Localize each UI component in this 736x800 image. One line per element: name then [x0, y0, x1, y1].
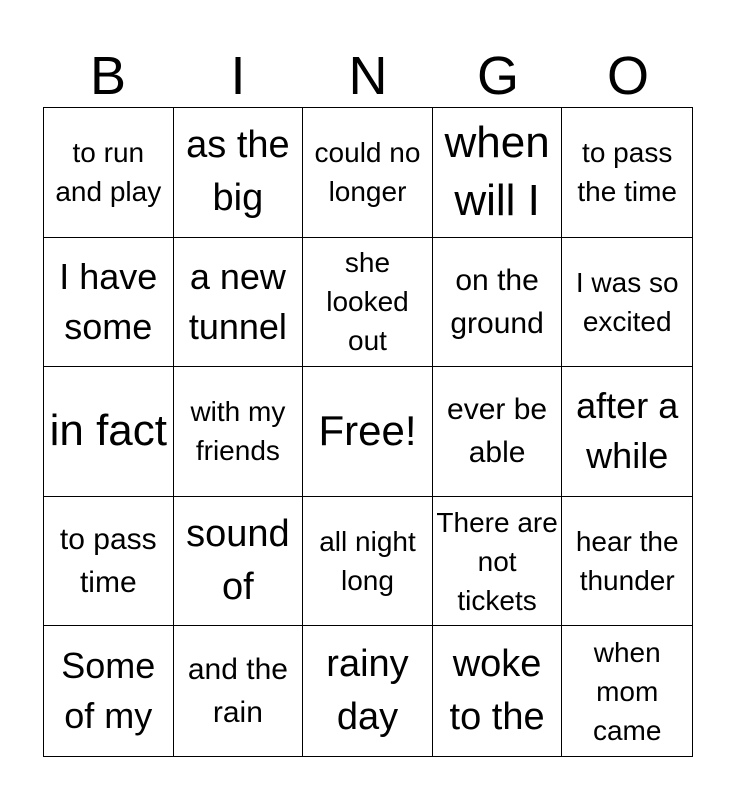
bingo-cell[interactable]: There are not tickets — [433, 497, 563, 627]
bingo-board — [43, 107, 693, 757]
bingo-cell[interactable]: when will I — [433, 108, 563, 238]
bingo-cell[interactable]: to pass time — [44, 497, 174, 627]
header-letter-n: N — [348, 46, 388, 106]
bingo-cell[interactable]: on the ground — [433, 238, 563, 368]
bingo-cell[interactable]: sound of — [174, 497, 304, 627]
bingo-cell[interactable]: I have some — [44, 238, 174, 368]
bingo-cell[interactable]: she looked out — [303, 238, 433, 368]
bingo-cell[interactable]: when mom came — [592, 636, 662, 746]
bingo-cell[interactable]: with my friends — [174, 367, 304, 497]
bingo-cell[interactable]: to pass the time — [562, 108, 692, 238]
bingo-cell[interactable]: and the rain — [174, 626, 304, 756]
header-letter-b: B — [89, 46, 127, 106]
bingo-cell[interactable]: a new tunnel — [174, 238, 304, 368]
header-letter-g: G — [476, 46, 519, 106]
bingo-cell[interactable]: ever be able — [433, 367, 563, 497]
header-letter-o: O — [606, 46, 649, 106]
bingo-cell[interactable]: woke to the — [433, 626, 563, 756]
bingo-cell[interactable]: could no longer — [303, 108, 433, 238]
bingo-cell[interactable]: Some of my — [44, 626, 174, 756]
bingo-header — [43, 46, 693, 106]
bingo-cell[interactable]: after a while — [562, 367, 692, 497]
bingo-cell[interactable]: hear the thunder — [562, 497, 692, 627]
bingo-cell[interactable]: all night long — [303, 497, 433, 627]
bingo-cell[interactable]: to run and play — [44, 108, 174, 238]
bingo-cell[interactable]: rainy day — [303, 626, 433, 756]
bingo-cell[interactable]: in fact — [44, 367, 174, 497]
free-space-cell[interactable]: Free! — [303, 367, 433, 497]
bingo-cell[interactable]: I was so excited — [562, 238, 692, 368]
header-letter-i: I — [230, 46, 246, 106]
bingo-cell[interactable]: as the big — [174, 108, 304, 238]
